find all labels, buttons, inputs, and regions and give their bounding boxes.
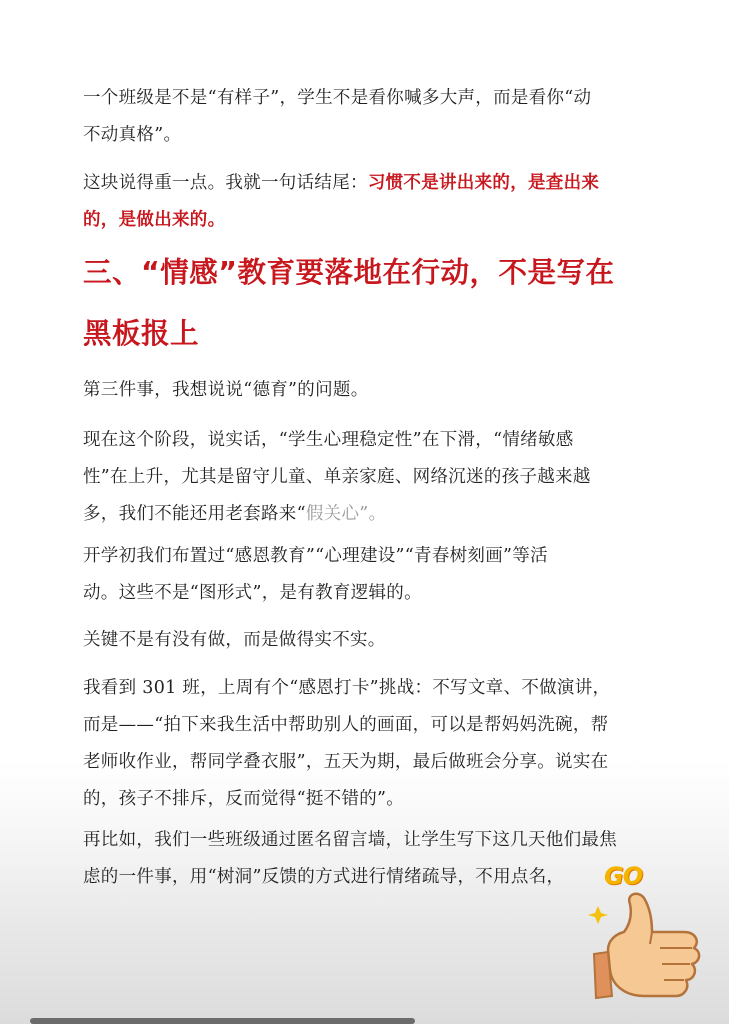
section-heading-line-1: 三、“情感”教育要落地在行动，不是写在 [83,256,615,289]
paragraph-5-line-1: 开学初我们布置过“感恩教育”“心理建设”“青春树刻画”等活 [83,546,548,566]
paragraph-2 [83,165,643,239]
paragraph-1-line-1: 一个班级是不是“有样子”，学生不是看你喊多大声，而是看你“动 [83,88,592,108]
thumbs-up-icon [586,858,721,1018]
paragraph-6 [83,622,643,659]
paragraph-7-line-2: 而是——“拍下来我生活中帮助别人的画面，可以是帮妈妈洗碗，帮 [83,715,609,735]
paragraph-2-text: 这块说得重一点。我就一句话结尾： [83,173,368,193]
section-heading-line-2: 黑板报上 [83,317,200,350]
paragraph-3 [83,372,643,409]
paragraph-7-line-4: 的，孩子不排斥，反而觉得“挺不错的”。 [83,789,405,809]
paragraph-5 [83,538,643,612]
go-sticker[interactable] [586,858,721,1018]
paragraph-4 [83,422,643,533]
paragraph-4-text: 多，我们不能还用老套路来“ [83,504,306,524]
paragraph-8-line-1: 再比如，我们一些班级通过匿名留言墙，让学生写下这几天他们最焦 [83,830,617,850]
paragraph-6-line-1: 关键不是有没有做，而是做得实不实。 [83,630,386,650]
paragraph-1 [83,80,643,154]
paragraph-7-line-3: 老师收作业，帮同学叠衣服”，五天为期，最后做班会分享。说实在 [83,752,609,772]
highlight-red-text: 习惯不是讲出来的，是查出来 [367,173,600,193]
go-sticker-text: GO [604,862,643,890]
paragraph-5-line-2: 动。这些不是“图形式”，是有教育逻辑的。 [83,583,422,603]
highlight-red-text-2: 的，是做出来的。 [83,210,226,230]
paragraph-8 [83,822,643,896]
section-heading [83,244,683,363]
paragraph-1-line-2: 不动真格”。 [83,125,182,145]
faded-text: 假关心”。 [305,504,387,524]
paragraph-4-line-1: 现在这个阶段，说实话，“学生心理稳定性”在下滑，“情绪敏感 [83,430,574,450]
paragraph-2-line-1 [83,165,643,202]
paragraph-8-line-2: 虑的一件事，用“树洞”反馈的方式进行情绪疏导，不用点名， [83,867,565,887]
paragraph-4-line-3 [83,496,643,533]
paragraph-7-line-1: 我看到 301 班，上周有个“感恩打卡”挑战：不写文章、不做演讲， [83,678,611,698]
paragraph-4-line-2: 性”在上升，尤其是留守儿童、单亲家庭、网络沉迷的孩子越来越 [83,467,591,487]
horizontal-scrollbar[interactable] [30,1018,415,1024]
paragraph-3-line-1: 第三件事，我想说说“德育”的问题。 [83,380,369,400]
paragraph-7 [83,670,643,818]
